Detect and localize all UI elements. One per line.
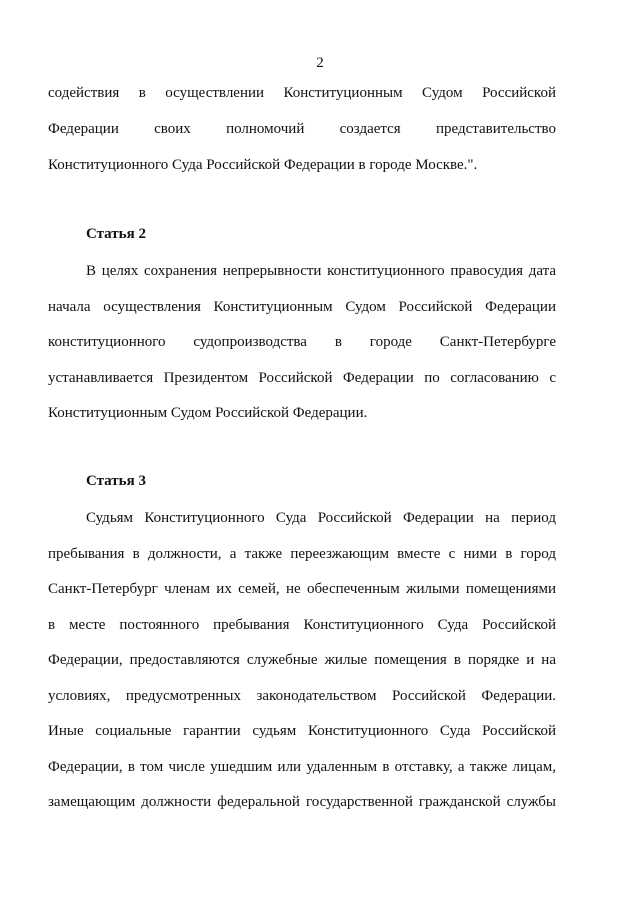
text-line: Конституционным Судом Российской Федерации. [48, 405, 368, 421]
text-line: Судьям Конституционного Суда Российской Федерации на период [86, 510, 556, 526]
text-line: содействия в осуществлении Конституционным Судом Российской [48, 85, 556, 101]
article-3-heading: Статья 3 [86, 473, 146, 489]
page-number: 2 [316, 55, 324, 71]
article-2-heading: Статья 2 [86, 226, 146, 242]
text-line: условиях, предусмотренных законодательством Российской Федерации. [48, 688, 556, 704]
text-line: Санкт-Петербург членам их семей, не обеспеченным жилыми помещениями [48, 581, 556, 597]
text-line: Конституционного Суда Российской Федерации в городе Москве.". [48, 157, 478, 173]
text-line: устанавливается Президентом Российской Федерации по согласованию с [48, 370, 556, 386]
text-line: замещающим должности федеральной государственной гражданской службы [48, 794, 556, 810]
text-line: В целях сохранения непрерывности конституционного правосудия дата [86, 263, 556, 279]
text-line: Иные социальные гарантии судьям Конституционного Суда Российской [48, 723, 556, 739]
text-line: конституционного судопроизводства в городе Санкт-Петербурге [48, 334, 556, 350]
text-line: Федерации, предоставляются служебные жилые помещения в порядке и на [48, 652, 556, 668]
text-line: Федерации, в том числе ушедшим или удаленным в отставку, а также лицам, [48, 759, 556, 775]
text-line: в месте постоянного пребывания Конституционного Суда Российской [48, 617, 556, 633]
text-line: начала осуществления Конституционным Судом Российской Федерации [48, 299, 556, 315]
text-line: Федерации своих полномочий создается представительство [48, 121, 556, 137]
text-line: пребывания в должности, а также переезжающим вместе с ними в город [48, 546, 556, 562]
